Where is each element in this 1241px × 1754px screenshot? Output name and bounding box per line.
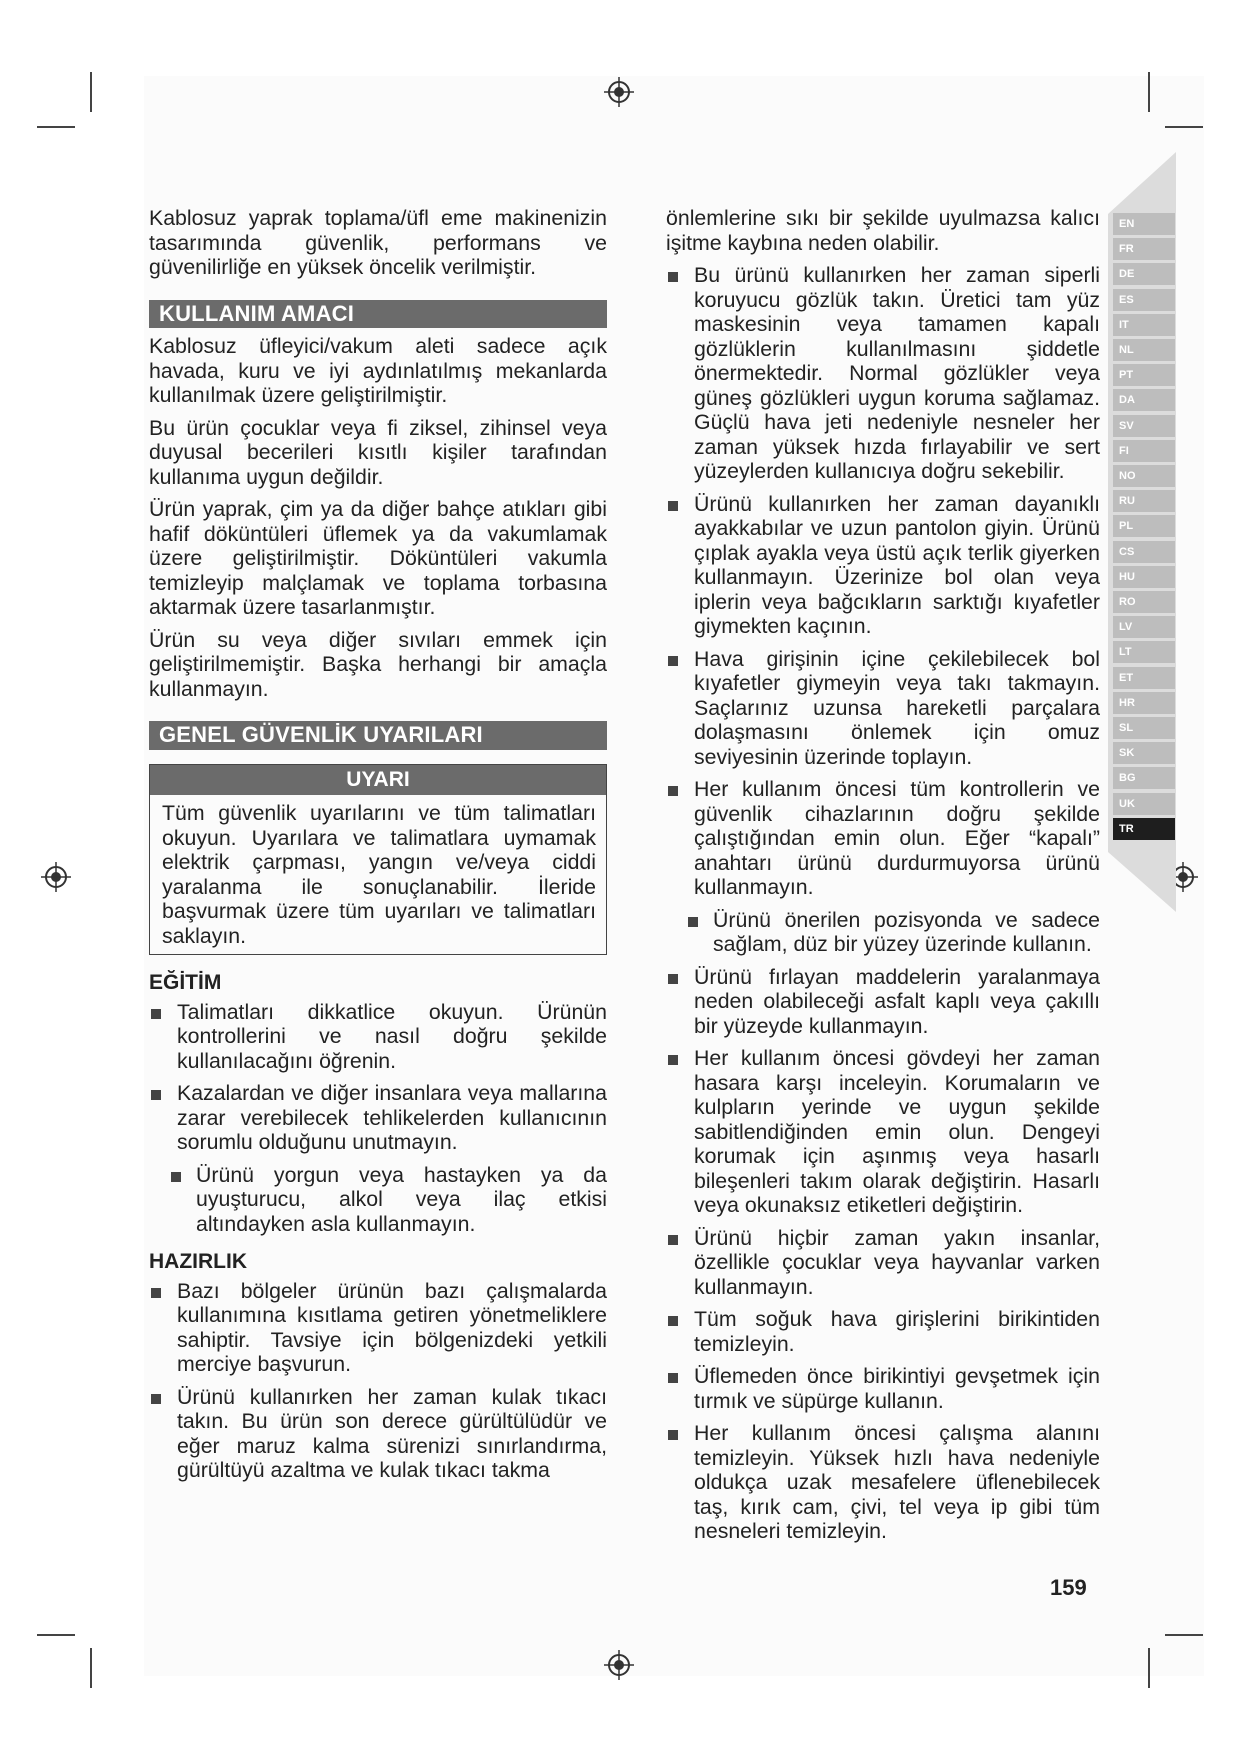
registration-mark-icon	[41, 862, 71, 892]
continuation-text: önlemlerine sıkı bir şekilde uyulmazsa kalıcı işitme kaybına neden olabilir.	[666, 206, 1100, 255]
list-item: Ürünü fırlayan maddelerin yaralanmaya neden olabileceği asfalt kaplı veya çakıllı bir yüzeyde kullanmayın.	[666, 965, 1100, 1039]
language-tab-ro[interactable]: RO	[1113, 591, 1175, 613]
language-tab-pl[interactable]: PL	[1113, 515, 1175, 537]
left-column	[149, 206, 607, 1491]
warning-text: Tüm güvenlik uyarılarını ve tüm talimatları okuyun. Uyarılara ve talimatlara uymamak elektrik çarpması, yangın ve/veya ciddi yaralanma ile sonuçlanabilir. İleride başvurmak üzere tüm uyarıları ve talimatları saklayın.	[162, 801, 596, 948]
language-tab-lt[interactable]: LT	[1113, 641, 1175, 663]
right-column	[666, 206, 1100, 1552]
list-item: Ürünü kullanırken her zaman dayanıklı ayakkabılar ve uzun pantolon giyin. Ürünü çıplak ayakla veya üstü açık terlik giyerken kullanmayın. Üzerinize bol olan veya iplerin veya bağcıkların sarktığı kıyafetler giymekten kaçının.	[666, 492, 1100, 639]
list-item: Ürünü kullanırken her zaman kulak tıkacı takın. Bu ürün son derece gürültülüdür ve eğer maruz kalma sürenizi sınırlandırma, gürültüyü azaltma ve kulak tıkacı takma	[149, 1385, 607, 1483]
warning-title: UYARI	[150, 765, 606, 796]
language-tab-pt[interactable]: PT	[1113, 364, 1175, 386]
crop-mark	[90, 1648, 92, 1688]
language-tab-sl[interactable]: SL	[1113, 717, 1175, 739]
list-item: Tüm soğuk hava girişlerini birikintiden temizleyin.	[666, 1307, 1100, 1356]
registration-mark-icon	[604, 77, 634, 107]
language-tab-hr[interactable]: HR	[1113, 692, 1175, 714]
language-tab-tr[interactable]: TR	[1113, 818, 1175, 840]
paragraph: Bu ürün çocuklar veya fi ziksel, zihinsel veya duyusal becerileri kısıtlı kişiler tarafından kullanıma uygun değildir.	[149, 415, 607, 489]
list-item: Hava girişinin içine çekilebilecek bol kıyafetler giymeyin veya takı takmayın. Saçlarınız uzunsa hareketli parçalara dolaşmasını önlemek için omuz seviyesinin üzerinde toplayın.	[666, 647, 1100, 770]
language-tab-sk[interactable]: SK	[1113, 742, 1175, 764]
list-item: Talimatları dikkatlice okuyun. Ürünün kontrollerini ve nasıl doğru şekilde kullanılacağını öğrenin.	[149, 1000, 607, 1074]
language-tab-bg[interactable]: BG	[1113, 767, 1175, 789]
language-tab-nl[interactable]: NL	[1113, 339, 1175, 361]
language-tab-es[interactable]: ES	[1113, 289, 1175, 311]
crop-mark	[1165, 126, 1203, 128]
list-item: Kazalardan ve diğer insanlara veya mallarına zarar verebilecek tehlikelerden kullanıcının sorumlu olduğunu unutmayın.	[149, 1081, 607, 1155]
language-tab-da[interactable]: DA	[1113, 389, 1175, 411]
list-item: Üflemeden önce birikintiyi gevşetmek için tırmık ve süpürge kullanın.	[666, 1364, 1100, 1413]
language-tab-sv[interactable]: SV	[1113, 415, 1175, 437]
paragraph: Kablosuz üfleyici/vakum aleti sadece açık havada, kuru ve iyi aydınlatılmış mekanlarda kullanılmak üzere geliştirilmiştir.	[149, 334, 607, 407]
safety-list	[666, 263, 1100, 1544]
page-number: 159	[1050, 1575, 1087, 1600]
language-tab-ru[interactable]: RU	[1113, 490, 1175, 512]
language-tab-it[interactable]: IT	[1113, 314, 1175, 336]
preparation-list	[149, 1279, 607, 1483]
crop-mark	[37, 1634, 75, 1636]
section-title-intended-use: KULLANIM AMACI	[149, 300, 607, 329]
registration-mark-icon	[604, 1650, 634, 1680]
list-item: Bazı bölgeler ürünün bazı çalışmalarda kullanımına kısıtlama getiren yönetmeliklere sahiptir. Tavsiye için bölgenizdeki yetkili merciye başvurun.	[149, 1279, 607, 1377]
paragraph: Ürün yaprak, çim ya da diğer bahçe atıkları gibi hafif döküntüleri üflemek ya da vakumlamak üzere geliştirilmiştir. Döküntüleri vakumla temizleyip malçlamak ve toplama torbasına aktarmak üzere tasarlanmıştır.	[149, 497, 607, 619]
crop-mark	[1148, 1648, 1150, 1688]
training-list	[149, 1000, 607, 1237]
intro-text: Kablosuz yaprak toplama/üfl eme makinenizin tasarımında güvenlik, performans ve güvenilirliğe en yüksek öncelik verilmiştir.	[149, 206, 607, 279]
section-title-safety-warnings: GENEL GÜVENLİK UYARILARI	[149, 721, 607, 750]
paragraph: Ürün su veya diğer sıvıları emmek için geliştirilmemiştir. Başka herhangi bir amaçla kullanmayın.	[149, 627, 607, 701]
crop-mark	[90, 72, 92, 112]
language-tab-et[interactable]: ET	[1113, 667, 1175, 689]
list-item: Ürünü hiçbir zaman yakın insanlar, özellikle çocuklar veya hayvanlar varken kullanmayın.	[666, 1226, 1100, 1300]
list-item: Bu ürünü kullanırken her zaman siperli koruyucu gözlük takın. Üretici tam yüz maskesinin veya tamamen kapalı gözlüklerin kullanılmasını şiddetle önermektedir. Normal gözlükler veya güneş gözlükleri uygun koruma sağlamaz. Güçlü hava jeti nedeniyle nesneler her zaman yüksek hızda fırlayabilir ve sert yüzeylerden kullanıcıya doğru sekebilir.	[666, 263, 1100, 484]
language-tab-en[interactable]: EN	[1113, 213, 1175, 235]
list-item: Ürünü yorgun veya hastayken ya da uyuşturucu, alkol veya ilaç etkisi altındayken asla kullanmayın.	[149, 1163, 607, 1237]
language-tab-no[interactable]: NO	[1113, 465, 1175, 487]
language-tab-de[interactable]: DE	[1113, 263, 1175, 285]
language-tab-hu[interactable]: HU	[1113, 566, 1175, 588]
crop-mark	[1165, 1634, 1203, 1636]
crop-mark	[1148, 72, 1150, 112]
list-item: Her kullanım öncesi çalışma alanını temizleyin. Yüksek hızlı hava nedeniyle oldukça uzak mesafelere üflenebilecek taş, kırık cam, çivi, tel veya ip gibi tüm nesneleri temizleyin.	[666, 1421, 1100, 1544]
list-item: Her kullanım öncesi tüm kontrollerin ve güvenlik cihazlarının doğru şekilde çalıştığından emin olun. Eğer “kapalı” anahtarı ürünü durdurmuyorsa ürünü kullanmayın.	[666, 777, 1100, 900]
subheading-training: EĞİTİM	[149, 971, 222, 994]
language-tab-lv[interactable]: LV	[1113, 616, 1175, 638]
list-item: Her kullanım öncesi gövdeyi her zaman hasara karşı inceleyin. Korumaların ve kulpların yerinde ve uygun şekilde sabitlendiğinden emin olun. Dengeyi korumak için aşınmış veya hasarlı bileşenleri takım olarak değiştirin. Hasarlı veya okunaksız etiketleri değiştirin.	[666, 1046, 1100, 1218]
language-tab-fr[interactable]: FR	[1113, 238, 1175, 260]
language-tab-uk[interactable]: UK	[1113, 793, 1175, 815]
list-item: Ürünü önerilen pozisyonda ve sadece sağlam, düz bir yüzey üzerinde kullanın.	[666, 908, 1100, 957]
subheading-preparation: HAZIRLIK	[149, 1250, 247, 1273]
language-tab-fi[interactable]: FI	[1113, 440, 1175, 462]
crop-mark	[37, 126, 75, 128]
warning-box	[149, 764, 607, 956]
language-tab-cs[interactable]: CS	[1113, 541, 1175, 563]
